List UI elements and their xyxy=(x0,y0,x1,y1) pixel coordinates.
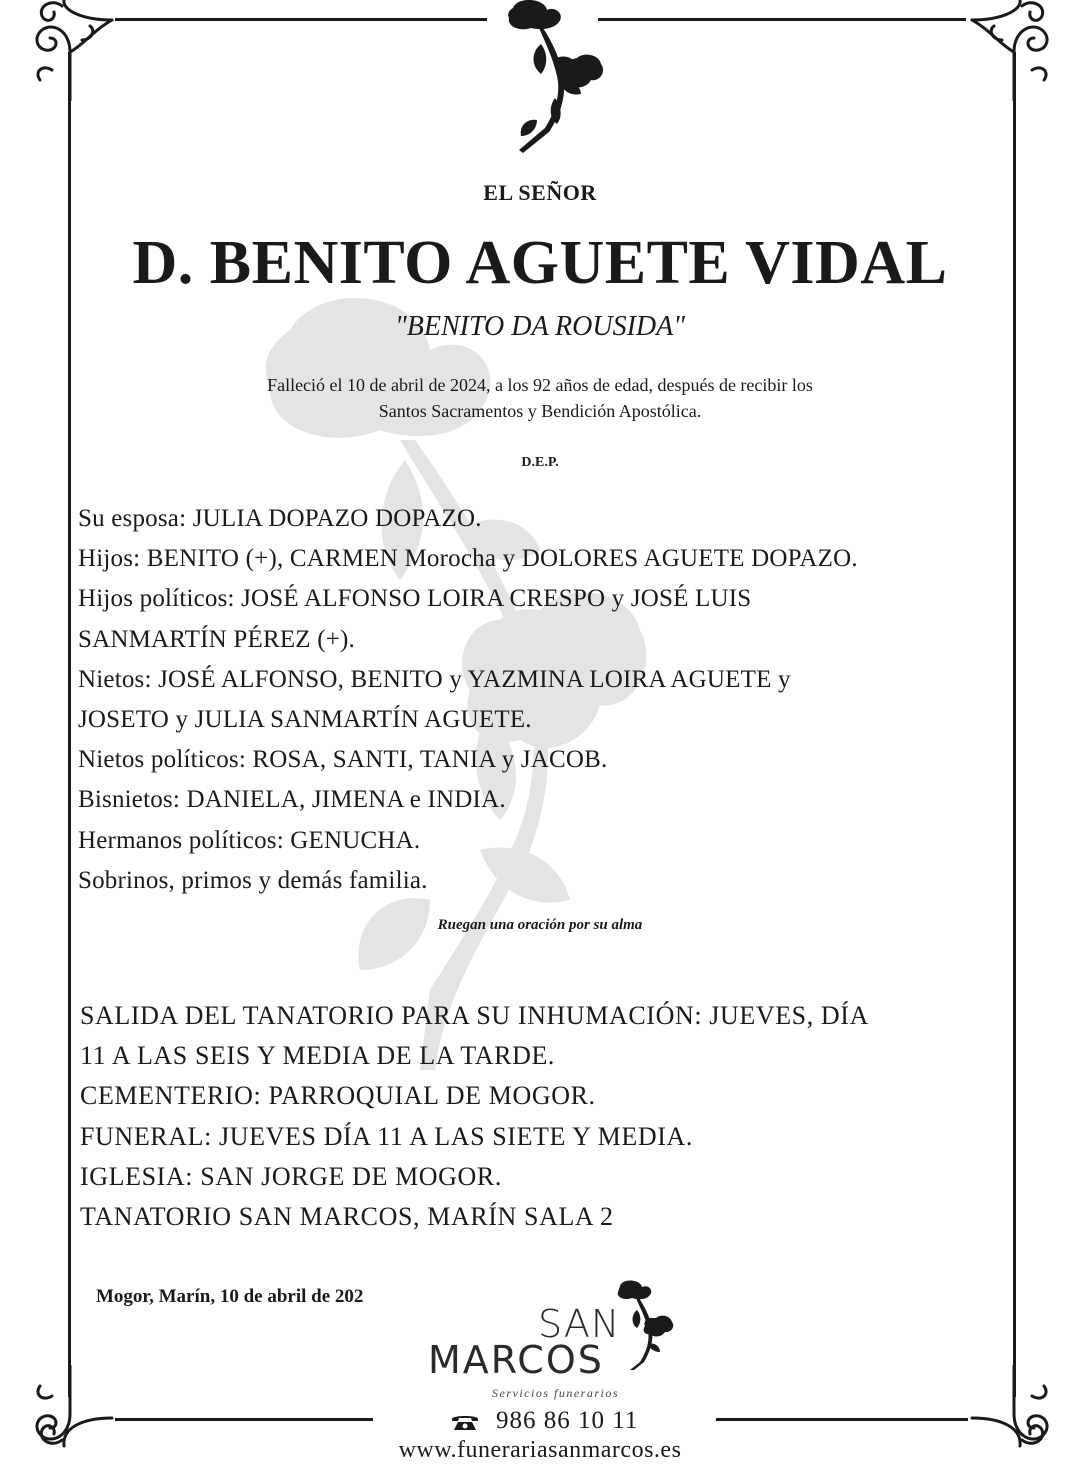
family-line: Bisnietos: DANIELA, JIMENA e INDIA. xyxy=(78,786,506,814)
funeral-details xyxy=(80,996,1000,1237)
rose-icon xyxy=(495,0,615,155)
phone-number: 986 86 10 11 xyxy=(496,1407,639,1434)
logo-rose-icon xyxy=(610,1280,680,1370)
funeral-line: IGLESIA: SAN JORGE DE MOGOR. xyxy=(80,1161,502,1191)
deceased-nickname: "BENITO DA ROUSIDA" xyxy=(394,311,686,342)
deceased-name: D. BENITO AGUETE VIDAL xyxy=(132,229,948,297)
website-link[interactable]: www.funerariasanmarcos.es xyxy=(398,1437,682,1463)
funeral-line: TANATORIO SAN MARCOS, MARÍN SALA 2 xyxy=(80,1202,614,1232)
funeral-home-logo xyxy=(420,1280,680,1405)
place-date: Mogor, Marín, 10 de abril de 202 xyxy=(96,1286,364,1307)
frame-bottom-right-line xyxy=(716,1418,968,1421)
frame-top-left-line xyxy=(115,18,487,21)
death-notice xyxy=(0,372,1080,424)
prayer-request: Ruegan una oración por su alma xyxy=(437,917,643,933)
family-line: Nietos políticos: ROSA, SANTI, TANIA y JACOB. xyxy=(78,746,608,774)
family-line: Hijos: BENITO (+), CARMEN Morocha y DOLORES AGUETE DOPAZO. xyxy=(78,545,858,573)
telephone-icon xyxy=(450,1413,480,1431)
family-line: Nietos: JOSÉ ALFONSO, BENITO y YAZMINA LOIRA AGUETE y xyxy=(78,665,791,693)
family-line: Hijos políticos: JOSÉ ALFONSO LOIRA CRESPO y JOSÉ LUIS xyxy=(78,585,752,613)
funeral-line: CEMENTERIO: PARROQUIAL DE MOGOR. xyxy=(80,1081,596,1111)
ornament-top-right-icon xyxy=(952,0,1062,110)
ornament-top-left-icon xyxy=(22,0,132,110)
logo-text-marcos: MARCOS xyxy=(428,1338,604,1382)
rip-label: D.E.P. xyxy=(521,455,559,470)
family-line: JOSETO y JULIA SANMARTÍN AGUETE. xyxy=(78,706,532,734)
phone-number-row xyxy=(450,1407,638,1435)
funeral-line: FUNERAL: JUEVES DÍA 11 A LAS SIETE Y MEDIA. xyxy=(80,1121,693,1151)
frame-bottom-left-line xyxy=(115,1418,373,1421)
family-line: Su esposa: JULIA DOPAZO DOPAZO. xyxy=(78,505,482,532)
logo-text-san: SAN xyxy=(538,1302,621,1346)
family-list xyxy=(78,499,1018,901)
frame-top-right-line xyxy=(598,18,966,21)
logo-tagline: Servicios funerarios xyxy=(492,1386,619,1400)
death-notice-line: Santos Sacramentos y Bendición Apostólica. xyxy=(378,401,702,421)
death-notice-line: Falleció el 10 de abril de 2024, a los 92 años de edad, después de recibir los xyxy=(267,375,813,395)
funeral-line: 11 A LAS SEIS Y MEDIA DE LA TARDE. xyxy=(80,1041,556,1071)
funeral-line: SALIDA DEL TANATORIO PARA SU INHUMACIÓN: JUEVES, DÍA xyxy=(80,1001,869,1030)
title-prefix: EL SEÑOR xyxy=(483,180,597,205)
family-line: Sobrinos, primos y demás familia. xyxy=(78,866,428,894)
family-line: SANMARTÍN PÉREZ (+). xyxy=(78,625,356,653)
family-line: Hermanos políticos: GENUCHA. xyxy=(78,826,421,854)
